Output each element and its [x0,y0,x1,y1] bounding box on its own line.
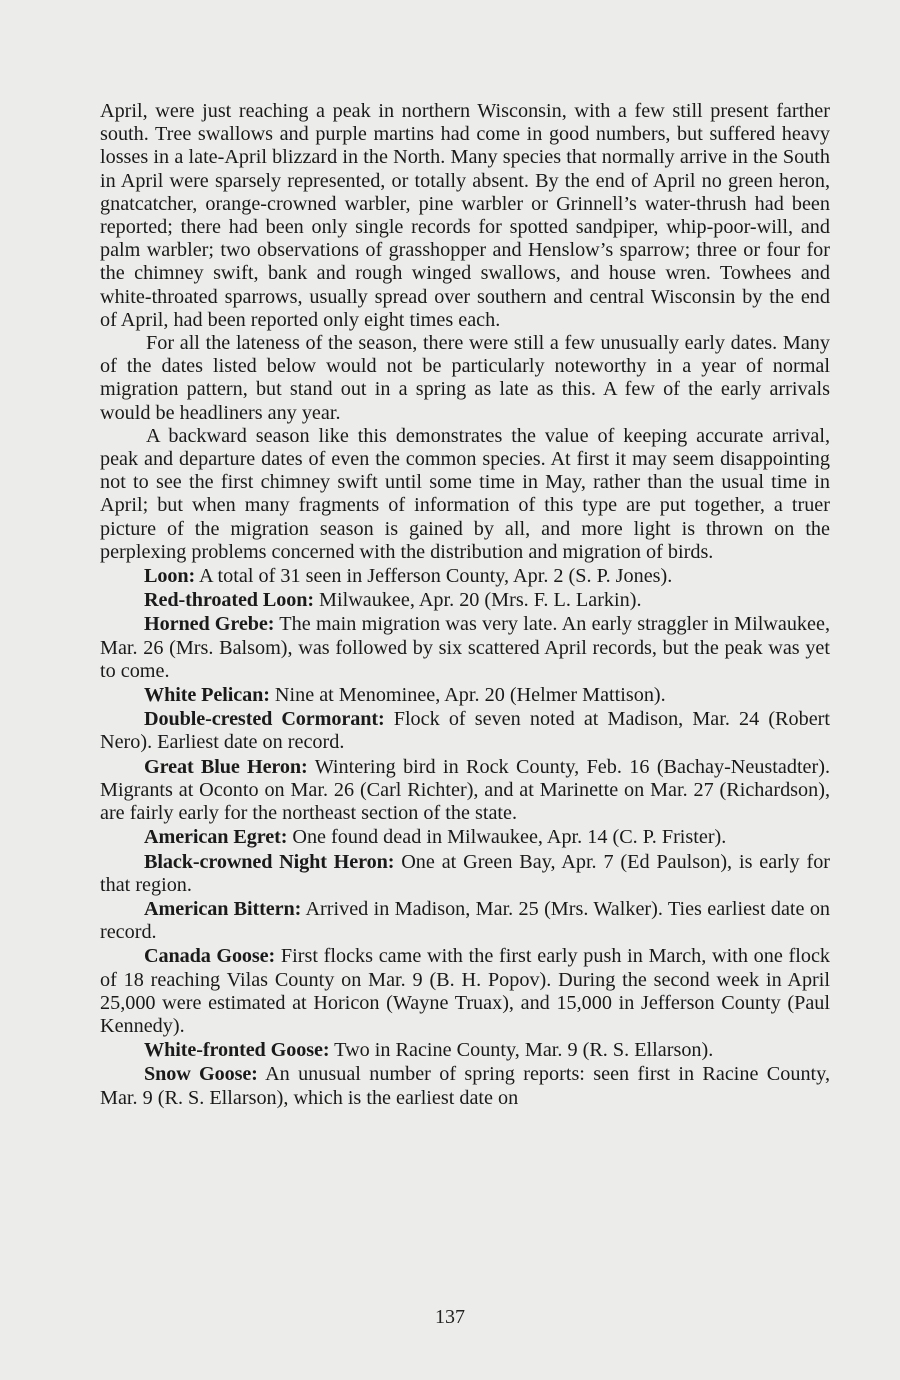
paragraph-2: For all the lateness of the season, there were still a few unusually early dates. Many of the dates listed below would not be particularly noteworthy in a year of normal migration pattern, but stand out in a spring as late as this. A few of the early arrivals would be headliners any year. [100,332,830,424]
species-entry-black-crowned-night-heron [100,851,830,897]
species-entry-white-pelican [100,684,830,707]
species-entry-double-crested-cormorant [100,708,830,754]
species-note: Flock of seven noted at Madison, Mar. 24 (Robert Nero). Earliest date on record. [100,708,830,754]
species-entry-loon [100,565,830,588]
species-name: Snow Goose: [144,1063,258,1086]
species-note: Milwaukee, Apr. 20 (Mrs. F. L. Larkin). [319,589,642,612]
species-entry-red-throated-loon [100,589,830,612]
species-entry-american-bittern [100,898,830,944]
species-note: An unusual number of spring reports: seen first in Racine County, Mar. 9 (R. S. Ellarson), which is the earliest date on [100,1063,830,1109]
species-note: Nine at Menominee, Apr. 20 (Helmer Mattison). [274,684,666,707]
species-entry-american-egret [100,826,830,849]
species-name: American Egret: [144,826,288,849]
species-entry-canada-goose [100,945,830,1038]
species-name: Double-crested Cormorant: [144,708,385,731]
species-note: Wintering bird in Rock County, Feb. 16 (Bachay-Neustadter). Migrants at Oconto on Mar. 26 (Carl Richter), and at Marinette on Mar. 27 (Richardson), are fairly early for the northeast section of the state. [100,755,831,825]
species-entry-snow-goose [100,1063,830,1109]
paragraph-3: A backward season like this demonstrates the value of keeping accurate arrival, peak and departure dates of even the common species. At first it may seem disappointing not to see the first chimney swift until some time in May, rather than the usual time in April; but when many fragments of information of this type are put together, a truer picture of the migration season is gained by all, and more light is thrown on the perplexing problems concerned with the distribution and migration of birds. [100,424,830,563]
species-note: The main migration was very late. An early straggler in Milwaukee, Mar. 26 (Mrs. Balsom), was followed by six scattered April records, but the peak was yet to come. [100,613,830,682]
species-note: Two in Racine County, Mar. 9 (R. S. Ellarson). [334,1039,714,1062]
species-entry-white-fronted-goose [100,1039,830,1062]
species-note: Arrived in Madison, Mar. 25 (Mrs. Walker). Ties earliest date on record. [100,897,831,944]
species-note: One at Green Bay, Apr. 7 (Ed Paulson), is early for that region. [100,850,831,896]
paragraph-1: April, were just reaching a peak in northern Wisconsin, with a few still present farther south. Tree swallows and purple martins had come in good numbers, but suffered heavy losses in a late-April blizzard in the North. Many species that normally arrive in the South in April were sparsely represented, or totally absent. By the end of April no green heron, gnatcatcher, orange-crowned warbler, pine warbler or Grinnell’s water-thrush had been reported; there had been only single records for spotted sandpiper, whip-poor-will, and palm warbler; two observations of grasshopper and Henslow’s sparrow; three or four for the chimney swift, bank and rough winged swallows, and house wren. Towhees and white-throated sparrows, usually spread over southern and central Wisconsin by the end of April, had been reported only eight times each. [100,100,830,331]
page-body [100,100,830,1110]
species-name: Horned Grebe: [144,613,275,636]
species-name: Red-throated Loon: [144,589,314,612]
species-note: First flocks came with the first early push in March, with one flock of 18 reaching Vilas County on Mar. 9 (B. H. Popov). During the second week in April 25,000 were estimated at Horicon (Wayne Truax), and 15,000 in Jefferson County (Paul Kennedy). [100,945,831,1037]
species-entry-great-blue-heron [100,756,830,826]
species-note: A total of 31 seen in Jefferson County, Apr. 2 (S. P. Jones). [199,565,673,588]
species-name: American Bittern: [144,897,302,920]
species-name: White-fronted Goose: [144,1039,330,1062]
page-number: 137 [435,1306,465,1328]
species-name: Canada Goose: [144,945,276,968]
species-name: Black-crowned Night Heron: [144,850,395,873]
species-entry-horned-grebe [100,613,830,683]
species-name: Loon: [144,565,196,588]
species-name: Great Blue Heron: [144,755,308,778]
species-note: One found dead in Milwaukee, Apr. 14 (C. P. Frister). [292,826,727,849]
species-name: White Pelican: [144,684,270,707]
